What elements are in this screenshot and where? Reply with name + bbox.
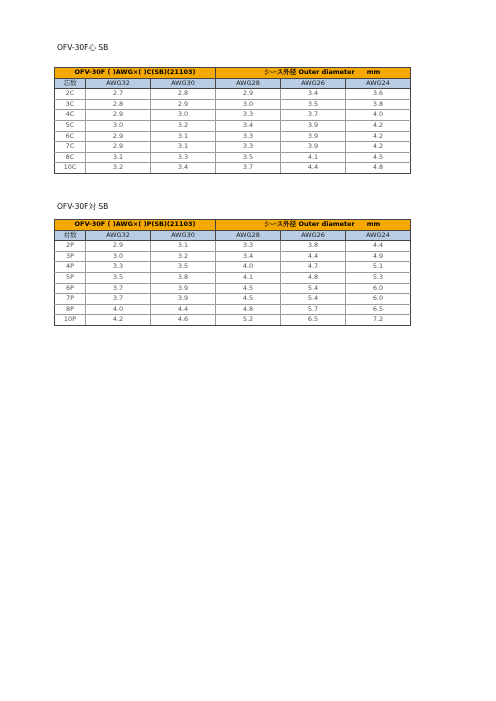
table-cell: 3.3 <box>151 152 216 163</box>
column-header: AWG24 <box>346 230 411 241</box>
table-cell: 5.3 <box>346 272 411 283</box>
core-table <box>54 67 411 174</box>
table-cell: 6.0 <box>346 283 411 294</box>
column-header: AWG26 <box>281 230 346 241</box>
table-cell: 4.0 <box>346 110 411 121</box>
table-cell: 3.2 <box>151 120 216 131</box>
table-cell: 4.7 <box>281 262 346 273</box>
table-title: OFV-30F ( )AWG×( )C(SB)(21103) <box>55 68 216 79</box>
table-cell: 4.6 <box>151 315 216 326</box>
column-header: AWG32 <box>86 78 151 89</box>
table-row <box>55 262 411 273</box>
table-cell: 3.2 <box>86 163 151 174</box>
table-cell: 5.2 <box>216 315 281 326</box>
row-label: 8P <box>55 304 86 315</box>
table-cell: 4.8 <box>346 163 411 174</box>
column-header: AWG30 <box>151 78 216 89</box>
column-header: AWG24 <box>346 78 411 89</box>
table-row <box>55 89 411 100</box>
table-row <box>55 315 411 326</box>
table-row <box>55 304 411 315</box>
table-cell: 3.9 <box>281 120 346 131</box>
table-cell: 3.7 <box>281 110 346 121</box>
table-row <box>55 110 411 121</box>
table-cell: 4.4 <box>281 251 346 262</box>
diameter-title <box>216 68 411 79</box>
row-label: 5P <box>55 272 86 283</box>
table-row <box>55 272 411 283</box>
table-cell: 3.0 <box>216 99 281 110</box>
table-row <box>55 120 411 131</box>
table-cell: 2.9 <box>86 142 151 153</box>
table-cell: 3.6 <box>346 89 411 100</box>
table-row <box>55 283 411 294</box>
table-cell: 3.9 <box>151 294 216 305</box>
table-cell: 4.2 <box>346 131 411 142</box>
table-cell: 3.4 <box>216 120 281 131</box>
table-row <box>55 163 411 174</box>
table-cell: 3.1 <box>86 152 151 163</box>
table-cell: 4.1 <box>281 152 346 163</box>
table-cell: 2.9 <box>86 131 151 142</box>
table-title-row <box>55 220 411 231</box>
table-cell: 5.1 <box>346 262 411 273</box>
table-row <box>55 142 411 153</box>
table-row <box>55 241 411 252</box>
table-cell: 3.3 <box>216 142 281 153</box>
header-row <box>55 78 411 89</box>
table-cell: 3.7 <box>86 294 151 305</box>
table-cell: 6.0 <box>346 294 411 305</box>
table-cell: 2.9 <box>151 99 216 110</box>
diameter-label: シース外径 Outer diameter <box>264 220 355 228</box>
pair-table <box>54 219 411 326</box>
table-cell: 3.8 <box>281 241 346 252</box>
row-label: 3P <box>55 251 86 262</box>
table-1-caption: OFV-30F心 SB <box>57 43 109 52</box>
diameter-label: シース外径 Outer diameter <box>264 68 355 76</box>
table-cell: 3.1 <box>151 142 216 153</box>
column-header: AWG28 <box>216 230 281 241</box>
table-cell: 2.8 <box>151 89 216 100</box>
table-cell: 2.7 <box>86 89 151 100</box>
table-cell: 4.5 <box>216 283 281 294</box>
table-cell: 5.4 <box>281 294 346 305</box>
row-label: 5C <box>55 120 86 131</box>
row-label: 3C <box>55 99 86 110</box>
table-cell: 6.5 <box>346 304 411 315</box>
table-cell: 3.5 <box>151 262 216 273</box>
table-cell: 4.8 <box>281 272 346 283</box>
unit-label: mm <box>366 220 381 228</box>
table-cell: 3.4 <box>216 251 281 262</box>
table-2-caption: OFV-30F対 SB <box>57 202 109 211</box>
table-cell: 3.8 <box>151 272 216 283</box>
table-cell: 7.2 <box>346 315 411 326</box>
table-cell: 3.3 <box>216 131 281 142</box>
table-title-row <box>55 68 411 79</box>
table-cell: 3.7 <box>86 283 151 294</box>
table-cell: 3.4 <box>151 163 216 174</box>
row-label: 2C <box>55 89 86 100</box>
table-row <box>55 152 411 163</box>
table-cell: 3.8 <box>346 99 411 110</box>
table-row <box>55 294 411 305</box>
table-cell: 6.5 <box>281 315 346 326</box>
table-cell: 3.0 <box>86 120 151 131</box>
column-header: AWG30 <box>151 230 216 241</box>
unit-label: mm <box>366 68 381 76</box>
table-cell: 4.9 <box>346 251 411 262</box>
table-cell: 2.9 <box>86 110 151 121</box>
row-label-header: 芯数 <box>55 78 86 89</box>
table-cell: 3.4 <box>281 89 346 100</box>
row-label-header: 対数 <box>55 230 86 241</box>
table-cell: 3.3 <box>216 241 281 252</box>
header-row <box>55 230 411 241</box>
table-cell: 4.2 <box>86 315 151 326</box>
table-cell: 3.5 <box>86 272 151 283</box>
table-cell: 4.4 <box>281 163 346 174</box>
table-row <box>55 251 411 262</box>
table-cell: 3.0 <box>86 251 151 262</box>
table-cell: 4.8 <box>216 304 281 315</box>
table-row <box>55 99 411 110</box>
table-cell: 4.0 <box>216 262 281 273</box>
table-cell: 4.5 <box>346 152 411 163</box>
row-label: 7C <box>55 142 86 153</box>
table-cell: 4.0 <box>86 304 151 315</box>
row-label: 7P <box>55 294 86 305</box>
table-cell: 2.8 <box>86 99 151 110</box>
table-cell: 4.5 <box>216 294 281 305</box>
table-cell: 3.9 <box>151 283 216 294</box>
table-cell: 2.9 <box>86 241 151 252</box>
table-cell: 4.2 <box>346 142 411 153</box>
table-body <box>55 241 411 326</box>
table-body <box>55 89 411 174</box>
table-cell: 5.7 <box>281 304 346 315</box>
diameter-title <box>216 220 411 231</box>
table-cell: 3.9 <box>281 131 346 142</box>
row-label: 4P <box>55 262 86 273</box>
column-header: AWG28 <box>216 78 281 89</box>
table-cell: 3.9 <box>281 142 346 153</box>
row-label: 10C <box>55 163 86 174</box>
table-cell: 3.7 <box>216 163 281 174</box>
table-cell: 3.1 <box>151 241 216 252</box>
row-label: 4C <box>55 110 86 121</box>
table-cell: 4.4 <box>151 304 216 315</box>
row-label: 2P <box>55 241 86 252</box>
table-cell: 3.5 <box>216 152 281 163</box>
table-cell: 3.1 <box>151 131 216 142</box>
table-cell: 3.5 <box>281 99 346 110</box>
table-cell: 3.2 <box>151 251 216 262</box>
table-cell: 5.4 <box>281 283 346 294</box>
table-row <box>55 131 411 142</box>
table-cell: 3.0 <box>151 110 216 121</box>
row-label: 10P <box>55 315 86 326</box>
table-cell: 3.3 <box>216 110 281 121</box>
table-title: OFV-30F ( )AWG×( )P(SB)(21103) <box>55 220 216 231</box>
row-label: 8C <box>55 152 86 163</box>
row-label: 6C <box>55 131 86 142</box>
table-cell: 4.1 <box>216 272 281 283</box>
row-label: 6P <box>55 283 86 294</box>
column-header: AWG26 <box>281 78 346 89</box>
table-cell: 4.2 <box>346 120 411 131</box>
table-cell: 4.4 <box>346 241 411 252</box>
table-cell: 2.9 <box>216 89 281 100</box>
column-header: AWG32 <box>86 230 151 241</box>
table-cell: 3.3 <box>86 262 151 273</box>
